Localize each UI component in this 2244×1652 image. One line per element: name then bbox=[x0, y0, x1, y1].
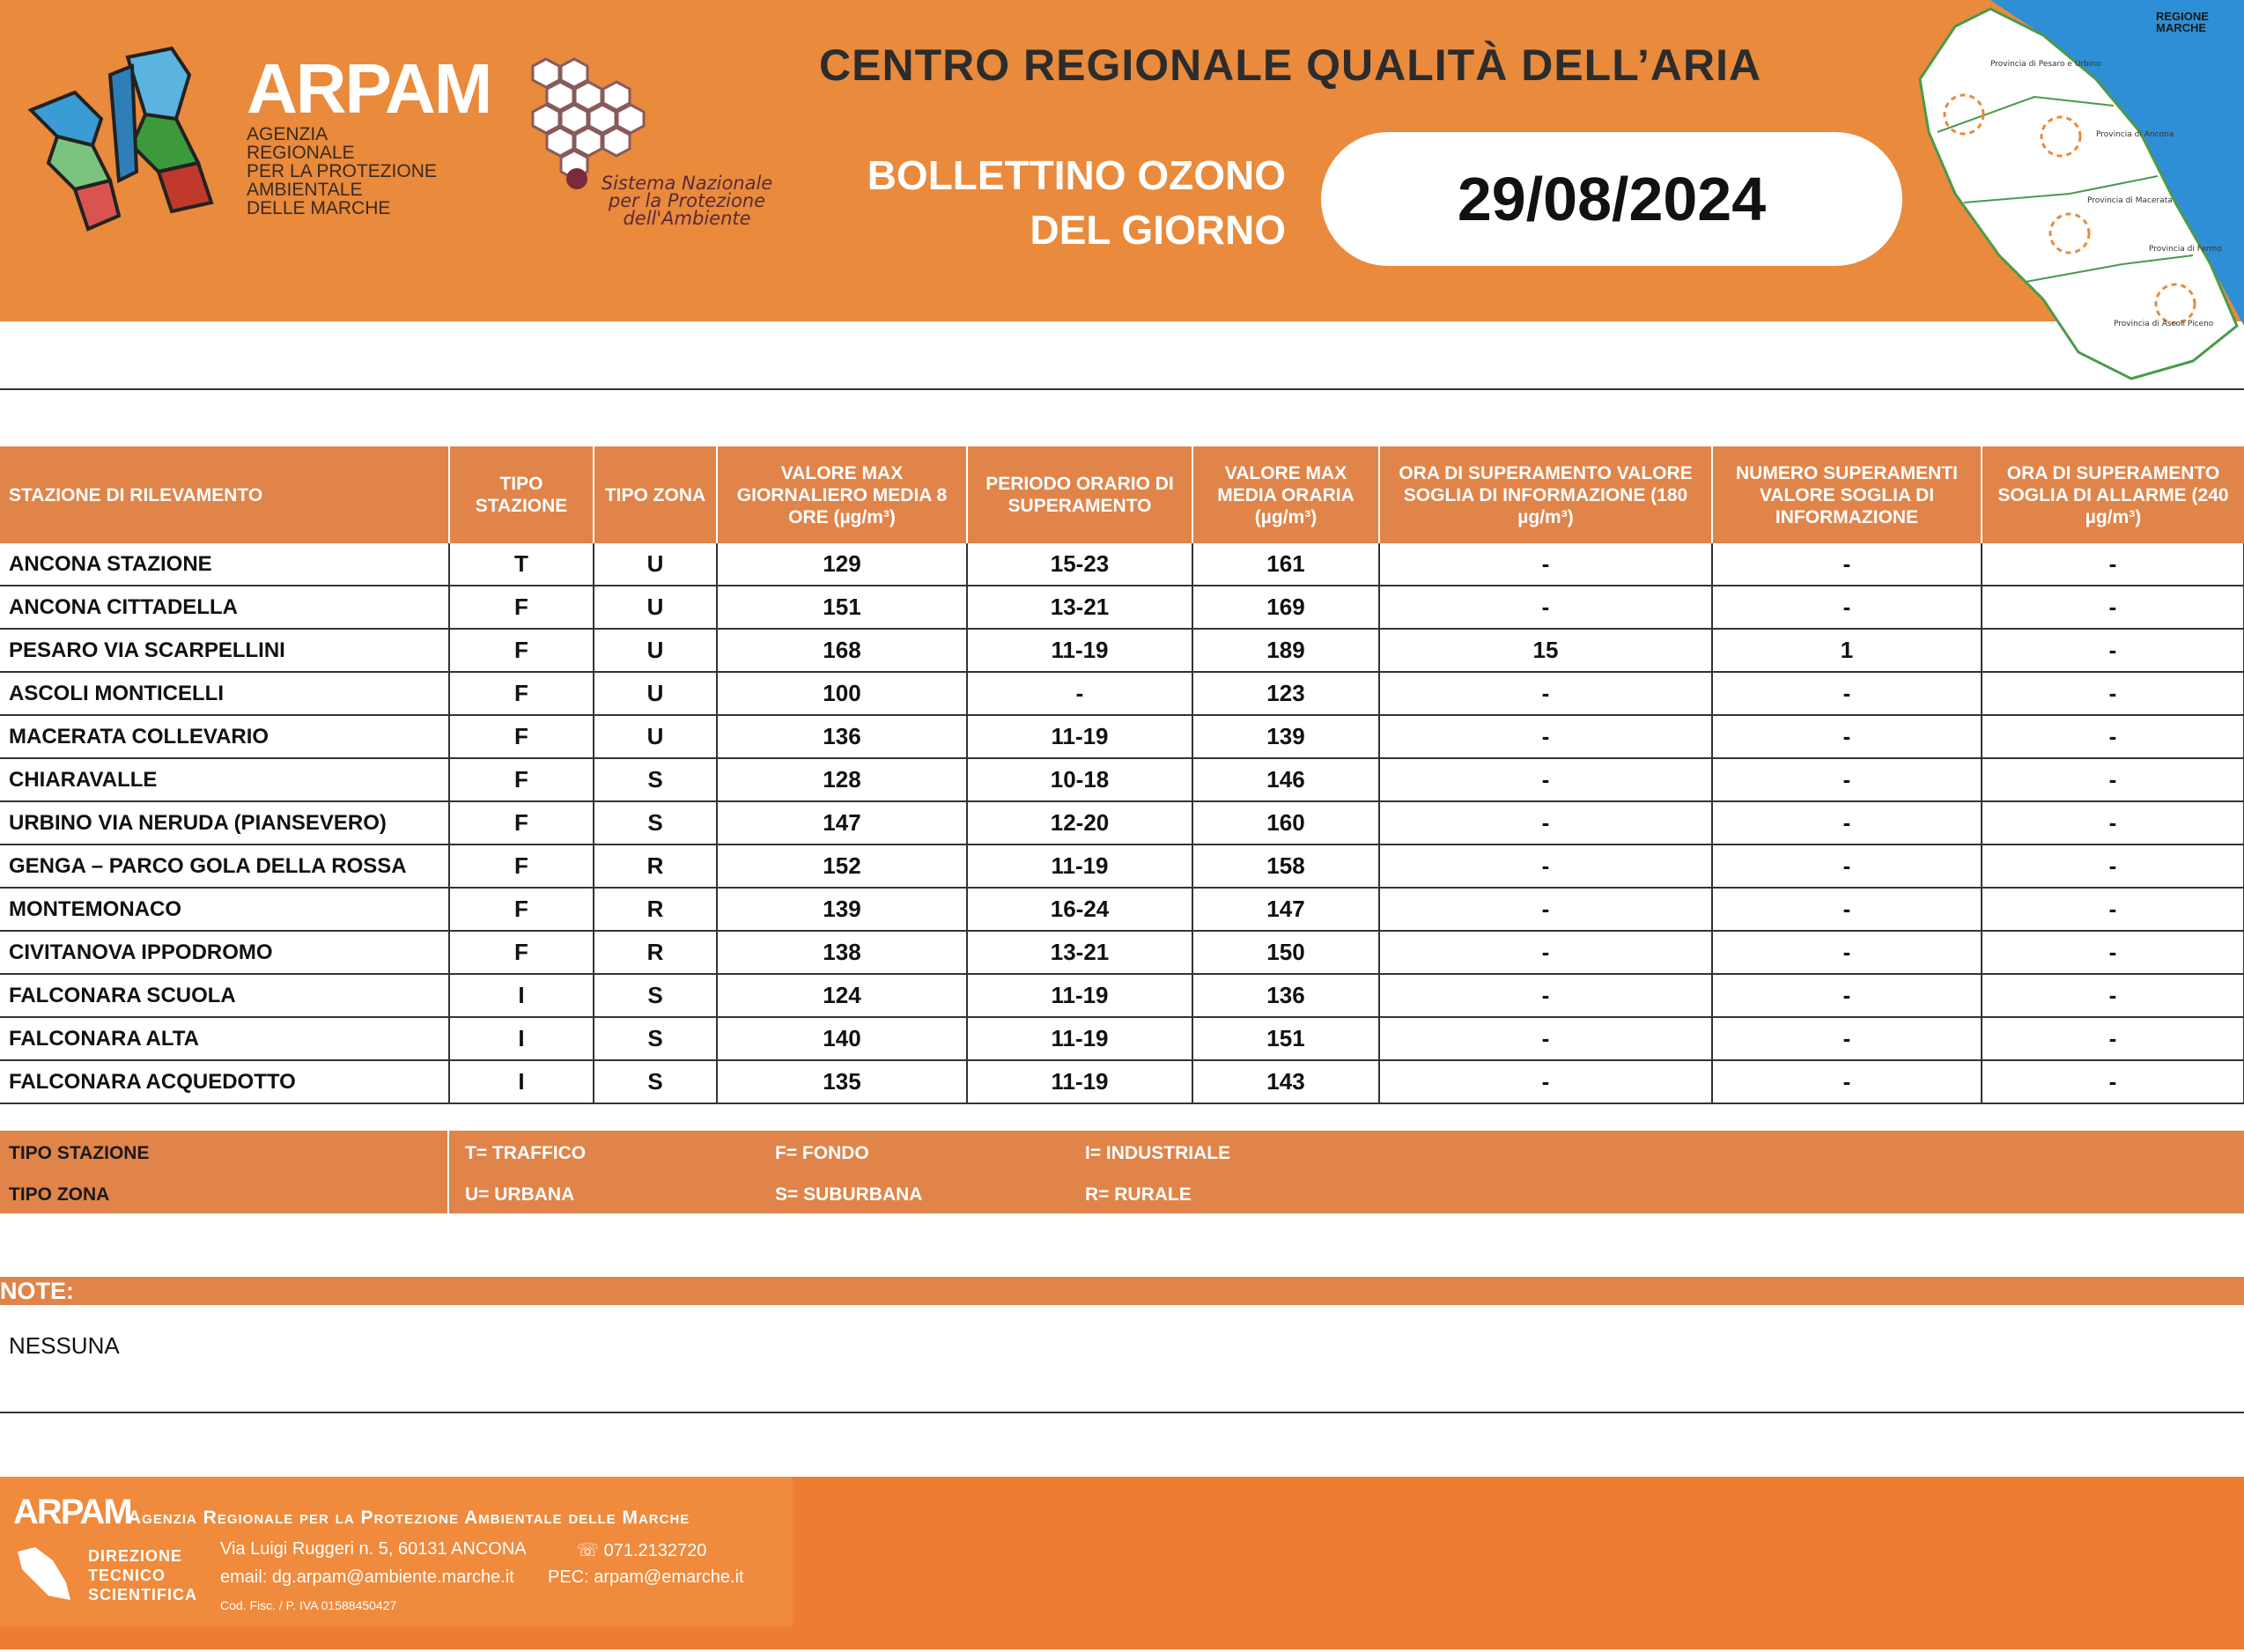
table-row bbox=[0, 888, 2244, 931]
table-cell: 150 bbox=[1192, 931, 1379, 974]
table-cell: - bbox=[1379, 801, 1712, 844]
arpam-wordmark: ARPAM bbox=[247, 49, 491, 128]
table-cell: S bbox=[594, 974, 717, 1017]
col-header-info-hour: ORA DI SUPERAMENTO VALORE SOGLIA DI INFORMAZIONE (180 µg/m³) bbox=[1379, 446, 1712, 543]
table-cell: - bbox=[1379, 586, 1712, 629]
table-cell: R bbox=[594, 931, 717, 974]
legend-urban: U= URBANA bbox=[465, 1184, 575, 1205]
legend-zone-type-label: TIPO ZONA bbox=[9, 1184, 110, 1205]
table-cell: - bbox=[1379, 543, 1712, 586]
table-cell: - bbox=[1379, 758, 1712, 801]
table-cell: 11-19 bbox=[967, 974, 1192, 1017]
table-cell: F bbox=[449, 715, 594, 758]
table-cell: 15-23 bbox=[967, 543, 1192, 586]
table-cell: S bbox=[594, 1060, 717, 1103]
table-cell: - bbox=[1712, 715, 1982, 758]
table-cell: - bbox=[1712, 888, 1982, 931]
note-text: NESSUNA bbox=[9, 1332, 120, 1359]
bulletin-date: 29/08/2024 bbox=[1321, 132, 1902, 266]
table-cell: 1 bbox=[1712, 629, 1982, 672]
table-cell: 152 bbox=[717, 844, 967, 888]
table-cell: 129 bbox=[717, 543, 967, 586]
table-cell: - bbox=[1379, 1060, 1712, 1103]
table-cell: 147 bbox=[717, 801, 967, 844]
table-cell: - bbox=[1982, 758, 2244, 801]
table-row bbox=[0, 629, 2244, 672]
table-cell: - bbox=[1379, 715, 1712, 758]
table-cell: - bbox=[1982, 629, 2244, 672]
table-row bbox=[0, 672, 2244, 715]
table-cell: - bbox=[1982, 672, 2244, 715]
table-cell: 139 bbox=[717, 888, 967, 931]
table-cell: - bbox=[1712, 844, 1982, 888]
table-row bbox=[0, 801, 2244, 844]
table-cell: - bbox=[1982, 715, 2244, 758]
table-cell: - bbox=[1379, 1017, 1712, 1060]
table-cell: - bbox=[1982, 931, 2244, 974]
table-row bbox=[0, 586, 2244, 629]
table-cell: R bbox=[594, 888, 717, 931]
footer-email[interactable]: email: dg.arpam@ambiente.marche.it bbox=[220, 1567, 514, 1587]
table-cell: U bbox=[594, 543, 717, 586]
station-name-cell: MACERATA COLLEVARIO bbox=[0, 715, 449, 758]
legend-background: F= FONDO bbox=[775, 1143, 869, 1163]
map-label-ancona: Provincia di Ancona bbox=[2096, 130, 2174, 139]
table-cell: - bbox=[1379, 844, 1712, 888]
table-cell: 139 bbox=[1192, 715, 1379, 758]
table-row bbox=[0, 758, 2244, 801]
table-cell: - bbox=[1712, 543, 1982, 586]
footer-fiscal-code: Cod. Fisc. / P. IVA 01588450427 bbox=[220, 1598, 397, 1612]
table-row bbox=[0, 844, 2244, 888]
table-cell: 169 bbox=[1192, 586, 1379, 629]
table-cell: - bbox=[1982, 1017, 2244, 1060]
ozone-stations-table bbox=[0, 446, 2244, 1104]
table-cell: 143 bbox=[1192, 1060, 1379, 1103]
table-cell: F bbox=[449, 931, 594, 974]
table-cell: - bbox=[1712, 586, 1982, 629]
footer-phone: ☏ 071.2132720 bbox=[577, 1541, 707, 1560]
table-cell: T bbox=[449, 543, 594, 586]
table-cell: 13-21 bbox=[967, 586, 1192, 629]
table-cell: 11-19 bbox=[967, 844, 1192, 888]
footer-agency-name: Agenzia Regionale per la Protezione Ambientale delle Marche bbox=[128, 1508, 690, 1528]
table-cell: - bbox=[1379, 974, 1712, 1017]
map-label-ascoli: Provincia di Ascoli Piceno bbox=[2114, 320, 2214, 328]
table-cell: - bbox=[1712, 1060, 1982, 1103]
col-header-max-8h: VALORE MAX GIORNALIERO MEDIA 8 ORE (µg/m³) bbox=[717, 446, 967, 543]
legend-panel bbox=[0, 1131, 2244, 1213]
table-row bbox=[0, 931, 2244, 974]
table-cell: - bbox=[1712, 801, 1982, 844]
table-cell: - bbox=[1982, 543, 2244, 586]
table-cell: U bbox=[594, 586, 717, 629]
table-cell: 151 bbox=[1192, 1017, 1379, 1060]
table-cell: 12-20 bbox=[967, 801, 1192, 844]
table-cell: 136 bbox=[1192, 974, 1379, 1017]
page-title: CENTRO REGIONALE QUALITÀ DELL’ARIA bbox=[819, 41, 1762, 90]
table-cell: 151 bbox=[717, 586, 967, 629]
table-cell: S bbox=[594, 758, 717, 801]
table-cell: - bbox=[1712, 672, 1982, 715]
legend-suburban: S= SUBURBANA bbox=[775, 1184, 923, 1205]
table-cell: 140 bbox=[717, 1017, 967, 1060]
table-cell: F bbox=[449, 629, 594, 672]
col-header-zone-type: TIPO ZONA bbox=[594, 446, 717, 543]
table-cell: - bbox=[1982, 586, 2244, 629]
station-name-cell: CIVITANOVA IPPODROMO bbox=[0, 931, 449, 974]
station-name-cell: MONTEMONACO bbox=[0, 888, 449, 931]
table-cell: 11-19 bbox=[967, 715, 1192, 758]
footer-pec[interactable]: PEC: arpam@emarche.it bbox=[548, 1567, 744, 1587]
map-label-macerata: Provincia di Macerata bbox=[2087, 196, 2173, 205]
note-bar bbox=[0, 1277, 2244, 1305]
station-name-cell: CHIARAVALLE bbox=[0, 758, 449, 801]
table-cell: 100 bbox=[717, 672, 967, 715]
table-cell: - bbox=[1712, 1017, 1982, 1060]
table-cell: - bbox=[1712, 758, 1982, 801]
table-cell: - bbox=[1712, 931, 1982, 974]
legend-station-type-label: TIPO STAZIONE bbox=[9, 1143, 150, 1163]
col-header-station: STAZIONE DI RILEVAMENTO bbox=[0, 446, 449, 543]
note-label: NOTE: bbox=[0, 1278, 74, 1304]
marche-region-icon bbox=[13, 1543, 75, 1604]
table-cell: 11-19 bbox=[967, 1060, 1192, 1103]
table-row bbox=[0, 974, 2244, 1017]
map-label-pesaro: Provincia di Pesaro e Urbino bbox=[1990, 60, 2101, 69]
station-name-cell: ANCONA STAZIONE bbox=[0, 543, 449, 586]
col-header-info-count: NUMERO SUPERAMENTI VALORE SOGLIA DI INFORMAZIONE bbox=[1712, 446, 1982, 543]
table-cell: - bbox=[1982, 801, 2244, 844]
table-cell: 11-19 bbox=[967, 1017, 1192, 1060]
table-cell: - bbox=[1712, 974, 1982, 1017]
table-cell: 160 bbox=[1192, 801, 1379, 844]
table-cell: - bbox=[1379, 672, 1712, 715]
table-cell: 168 bbox=[717, 629, 967, 672]
station-name-cell: PESARO VIA SCARPELLINI bbox=[0, 629, 449, 672]
table-cell: 146 bbox=[1192, 758, 1379, 801]
table-row bbox=[0, 715, 2244, 758]
legend-industrial: I= INDUSTRIALE bbox=[1085, 1143, 1231, 1163]
table-cell: F bbox=[449, 844, 594, 888]
regione-marche-logo: REGIONE MARCHE bbox=[2156, 10, 2209, 34]
table-cell: 189 bbox=[1192, 629, 1379, 672]
table-cell: 10-18 bbox=[967, 758, 1192, 801]
table-row bbox=[0, 543, 2244, 586]
col-header-alarm-hour: ORA DI SUPERAMENTO SOGLIA DI ALLARME (240 µg/m³) bbox=[1982, 446, 2244, 543]
divider bbox=[0, 1412, 2244, 1413]
table-cell: 124 bbox=[717, 974, 967, 1017]
station-name-cell: ASCOLI MONTICELLI bbox=[0, 672, 449, 715]
arpam-subtitle: AGENZIA REGIONALE PER LA PROTEZIONE AMBIENTALE DELLE MARCHE bbox=[247, 124, 437, 218]
col-header-period: PERIODO ORARIO DI SUPERAMENTO bbox=[967, 446, 1192, 543]
table-cell: - bbox=[1982, 974, 2244, 1017]
footer-arpam-wordmark: ARPAM bbox=[13, 1493, 131, 1531]
table-cell: - bbox=[967, 672, 1192, 715]
table-cell: 15 bbox=[1379, 629, 1712, 672]
table-cell: I bbox=[449, 974, 594, 1017]
table-row bbox=[0, 1017, 2244, 1060]
table-header-row bbox=[0, 446, 2244, 543]
table-cell: S bbox=[594, 801, 717, 844]
table-cell: F bbox=[449, 672, 594, 715]
table-cell: 161 bbox=[1192, 543, 1379, 586]
table-cell: F bbox=[449, 801, 594, 844]
table-cell: 16-24 bbox=[967, 888, 1192, 931]
table-cell: I bbox=[449, 1060, 594, 1103]
table-cell: F bbox=[449, 586, 594, 629]
station-name-cell: FALCONARA ALTA bbox=[0, 1017, 449, 1060]
table-cell: R bbox=[594, 844, 717, 888]
table-cell: 136 bbox=[717, 715, 967, 758]
table-cell: 138 bbox=[717, 931, 967, 974]
legend-traffic: T= TRAFFICO bbox=[465, 1143, 587, 1163]
station-name-cell: ANCONA CITTADELLA bbox=[0, 586, 449, 629]
table-cell: - bbox=[1379, 931, 1712, 974]
table-cell: 123 bbox=[1192, 672, 1379, 715]
table-cell: F bbox=[449, 888, 594, 931]
table-cell: U bbox=[594, 672, 717, 715]
table-cell: 128 bbox=[717, 758, 967, 801]
table-cell: U bbox=[594, 715, 717, 758]
table-cell: - bbox=[1379, 888, 1712, 931]
col-header-max-hourly: VALORE MAX MEDIA ORARIA (µg/m³) bbox=[1192, 446, 1379, 543]
map-label-fermo: Provincia di Fermo bbox=[2149, 245, 2222, 254]
legend-rural: R= RURALE bbox=[1085, 1184, 1192, 1205]
table-cell: 13-21 bbox=[967, 931, 1192, 974]
table-cell: 147 bbox=[1192, 888, 1379, 931]
snpa-caption: Sistema Nazionale per la Protezione dell'Ambiente bbox=[601, 173, 773, 229]
table-cell: 158 bbox=[1192, 844, 1379, 888]
table-cell: - bbox=[1982, 1060, 2244, 1103]
table-cell: 11-19 bbox=[967, 629, 1192, 672]
col-header-station-type: TIPO STAZIONE bbox=[449, 446, 594, 543]
table-cell: - bbox=[1982, 844, 2244, 888]
bulletin-subtitle: BOLLETTINO OZONO DEL GIORNO bbox=[867, 152, 1286, 253]
divider bbox=[0, 388, 2244, 390]
station-name-cell: GENGA – PARCO GOLA DELLA ROSSA bbox=[0, 844, 449, 888]
station-name-cell: FALCONARA ACQUEDOTTO bbox=[0, 1060, 449, 1103]
footer-department: DIREZIONE TECNICO SCIENTIFICA bbox=[88, 1547, 198, 1604]
table-row bbox=[0, 1060, 2244, 1103]
table-cell: S bbox=[594, 1017, 717, 1060]
table-cell: U bbox=[594, 629, 717, 672]
table-cell: F bbox=[449, 758, 594, 801]
legend-divider bbox=[447, 1131, 449, 1213]
table-cell: - bbox=[1982, 888, 2244, 931]
footer-address: Via Luigi Ruggeri n. 5, 60131 ANCONA bbox=[220, 1539, 527, 1559]
table-cell: I bbox=[449, 1017, 594, 1060]
table-cell: 135 bbox=[717, 1060, 967, 1103]
station-name-cell: FALCONARA SCUOLA bbox=[0, 974, 449, 1017]
marche-region-map bbox=[1858, 0, 2244, 387]
station-name-cell: URBINO VIA NERUDA (PIANSEVERO) bbox=[0, 801, 449, 844]
